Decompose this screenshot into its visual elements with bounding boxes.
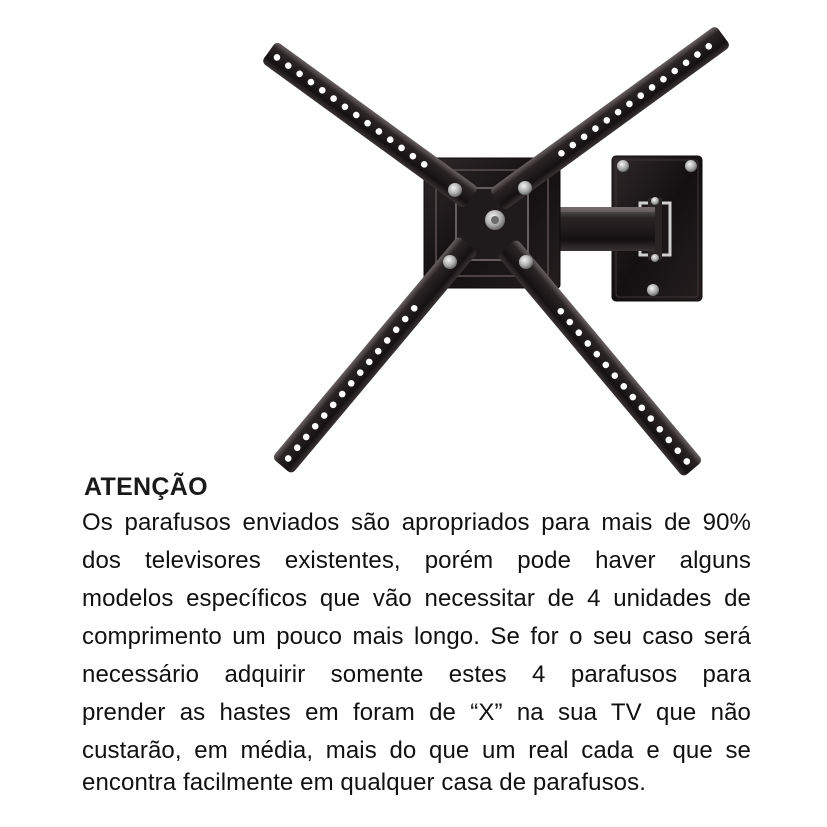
notice-line: custarão, em média, mais do que um real cada e que se bbox=[82, 737, 751, 764]
notice-title: ATENÇÃO bbox=[84, 473, 208, 501]
notice-line: necessário adquirir somente estes 4 parafusos para bbox=[82, 661, 751, 688]
notice-line: dos televisores existentes, porém pode haver alguns bbox=[82, 547, 751, 574]
notice-line: prender as hastes em foram de “X” na sua TV que não bbox=[82, 699, 751, 726]
notice-line: Os parafusos enviados são apropriados para mais de 90% bbox=[82, 509, 751, 536]
notice-line: modelos específicos que vão necessitar de 4 unidades de bbox=[82, 585, 751, 612]
notice-line: comprimento um pouco mais longo. Se for o seu caso será bbox=[82, 623, 751, 650]
notice-line: encontra facilmente em qualquer casa de parafusos. bbox=[82, 769, 646, 796]
